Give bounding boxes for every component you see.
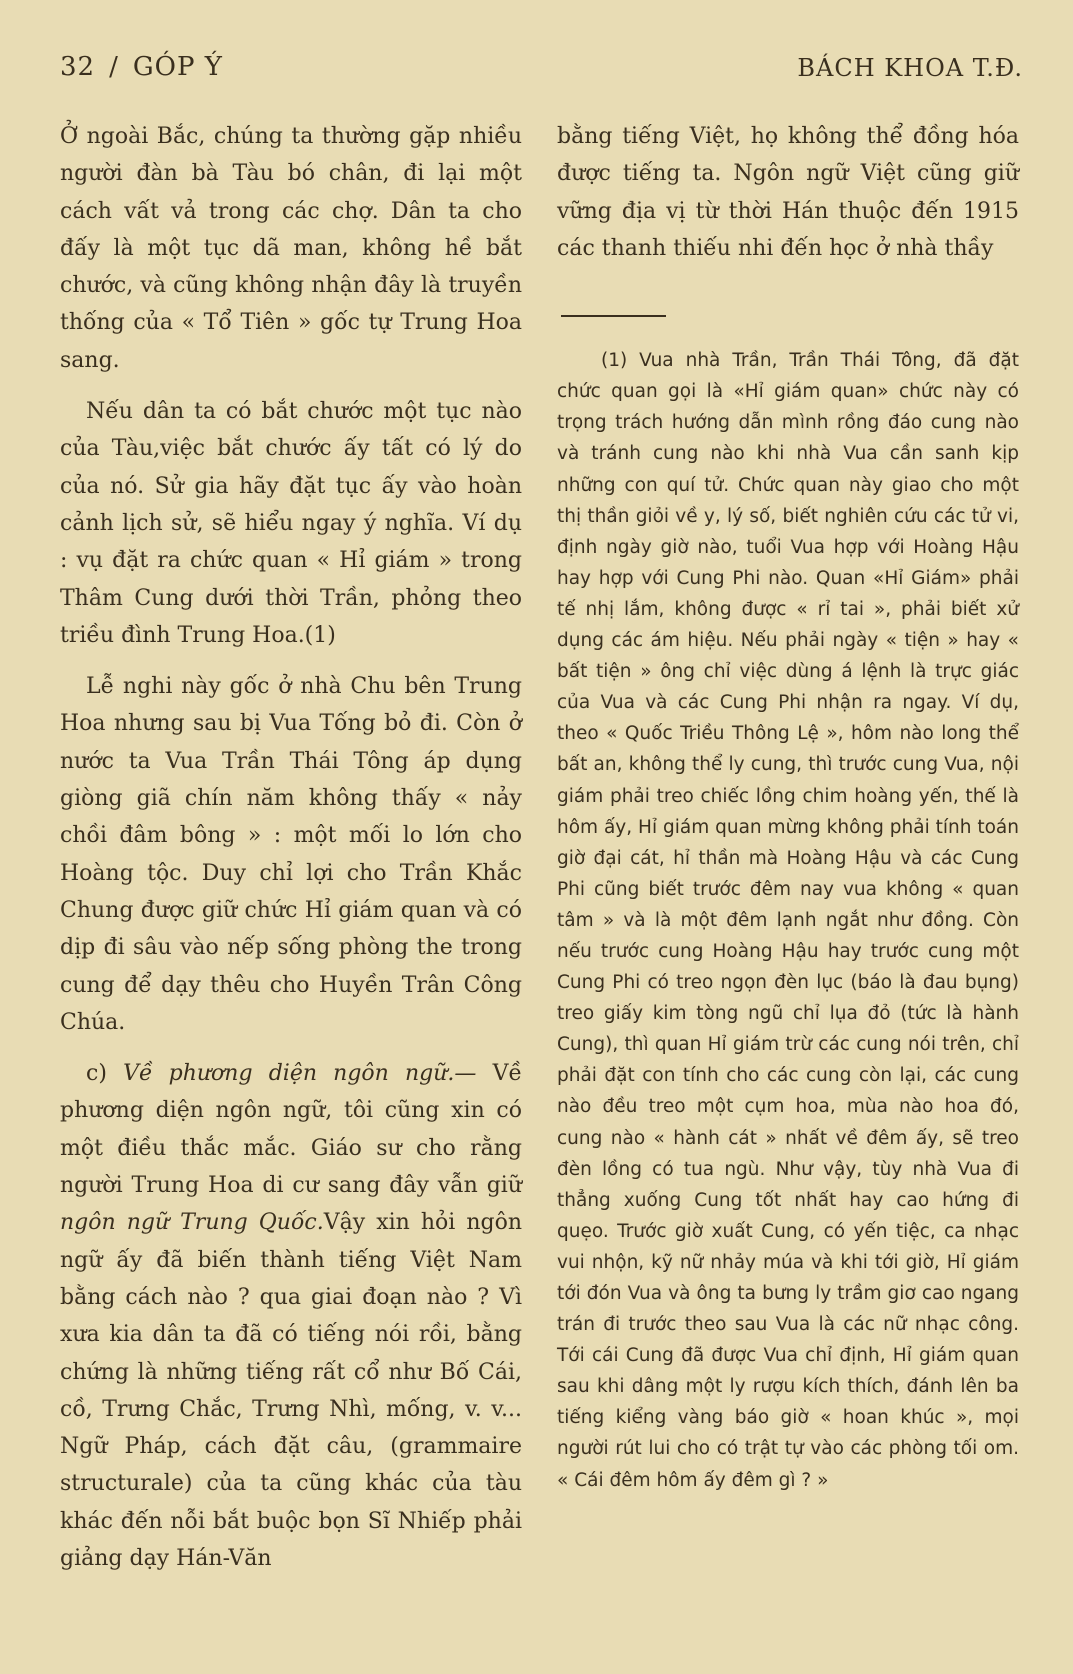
right-column: [557, 118, 1019, 1496]
paragraph-bat-chuoc: Nếu dân ta có bắt chước một tục nào của Tàu,việc bắt chước ấy tất có lý do của nó. Sử gia hãy đặt tục ấy vào hoàn cảnh lịch sử, sẽ hiểu ngay ý nghĩa. Ví dụ : vụ đặt ra chức quan « Hỉ giám » trong Thâm Cung dưới thời Trần, phỏng theo triều đình Trung Hoa.(1): [60, 399, 522, 648]
paragraph-bo-chan: Ở ngoài Bắc, chúng ta thường gặp nhiều người đàn bà Tàu bó chân, đi lại một cách vất vả trong các chợ. Dân ta cho đấy là một tục dã man, không hề bắt chước, và cũng không nhận đây là truyền thống của « Tổ Tiên » gốc tự Trung Hoa sang.: [60, 124, 522, 373]
page-header: [60, 52, 1023, 92]
section-title: GÓP Ý: [132, 52, 223, 82]
italic-phrase: ngôn ngữ Trung Quốc.: [60, 1210, 324, 1236]
paragraph-text-continued: Vậy xin hỏi ngôn ngữ ấy đã biến thành tiếng Việt Nam bằng cách nào ? qua giai đoạn nào ? Vì xưa kia dân ta đã có tiếng nói rồi, bằng chứng là những tiếng rất cổ như Bố Cái, cồ, Trưng Chắc, Trưng Nhì, mống, v. v... Ngữ Pháp, cách đặt câu, (grammaire structurale) của ta cũng khác của tàu khác đến nỗi bắt buộc bọn Sĩ Nhiếp phải giảng dạy Hán-Văn: [60, 1210, 522, 1571]
paragraph-text: Về phương diện ngôn ngữ, tôi cũng xin có một điều thắc mắc. Giáo sư cho rằng người Trung Hoa di cư sang đây vẫn giữ: [60, 1061, 522, 1199]
paragraph-ngon-ngu: [60, 1055, 522, 1577]
publication-title: BÁCH KHOA T.Đ.: [797, 54, 1023, 82]
paragraph-le-nghi: Lễ nghi này gốc ở nhà Chu bên Trung Hoa nhưng sau bị Vua Tống bỏ đi. Còn ở nước ta Vua Trần Thái Tông áp dụng giòng giã chín năm không thấy « nảy chồi đâm bông » : một mối lo lớn cho Hoàng tộc. Duy chỉ lợi cho Trần Khắc Chung được giữ chức Hỉ giám quan và có dịp đi sâu vào nếp sống phòng the trong cung để dạy thêu cho Huyền Trân Công Chúa.: [60, 674, 522, 1035]
header-left: [60, 52, 223, 82]
section-label: c): [86, 1061, 107, 1087]
section-heading: Về phương diện ngôn ngữ.—: [123, 1061, 477, 1087]
footnote-divider: [561, 315, 666, 317]
paragraph-continuation: bằng tiếng Việt, họ không thể đồng hóa được tiếng ta. Ngôn ngữ Việt cũng giữ vững địa vị từ thời Hán thuộc đến 1915 các thanh thiếu nhi đến học ở nhà thầy: [557, 124, 1019, 261]
left-column: [60, 118, 522, 1577]
footnote: (1) Vua nhà Trần, Trần Thái Tông, đã đặt chức quan gọi là «Hỉ giám quan» chức này có trọng trách hướng dẫn mình rồng đáo cung nào và tránh cung nào khi nhà Vua cần sanh kịp những con quí tử. Chức quan này giao cho một thị thần giỏi về y, lý số, biết nghiên cứu các tử vi, định ngày giờ nào, tuổi Vua hợp với Hoàng Hậu hay hợp với Cung Phi nào. Quan «Hỉ Giám» phải tế nhị lắm, không được « rỉ tai », phải biết xử dụng các ám hiệu. Nếu phải ngày « tiện » hay « bất tiện » ông chỉ việc dùng á lệnh là trực giác của Vua và các Cung Phi nhận ra ngay. Ví dụ, theo « Quốc Triều Thông Lệ », hôm nào long thể bất an, không thể ly cung, thì trước cung Vua, nội giám phải treo chiếc lồng chim hoàng yến, thế là hôm ấy, Hỉ giám quan mừng không phải tính toán giờ đại cát, hỉ thần mà Hoàng Hậu và các Cung Phi cũng biết trước đêm nay vua không « quan tâm » và là một đêm lạnh ngắt như đồng. Còn nếu trước cung Hoàng Hậu hay trước cung một Cung Phi có treo ngọn đèn lục (báo là đau bụng) treo giấy kim tòng ngũ chỉ lụa đỏ (tức là hành Cung), thì quan Hỉ giám trừ các cung nói trên, chỉ phải đặt con tính cho các cung còn lại, các cung nào đều treo một cụm hoa, mùa nào hoa đó, cung nào « hành cát » nhất về đêm ấy, sẽ treo đèn lồng có tua ngù. Như vậy, tùy nhà Vua đi thẳng xuống Cung tốt nhất hay cao hứng đi quẹo. Trước giờ xuất Cung, có yến tiệc, ca nhạc vui nhộn, kỹ nữ nhảy múa và khi tới giờ, Hỉ giám tới đón Vua và ông ta bưng ly trầm giơ cao ngang trán đi trước theo sau Vua là các nữ nhạc công. Tới cái Cung đã được Vua chỉ định, Hỉ giám quan sau khi dâng một ly rượu kích thích, đánh lên ba tiếng kiểng vàng báo giờ « hoan khúc », mọi người rút lui cho có trật tự vào các phòng tối om. « Cái đêm hôm ấy đêm gì ? »: [557, 350, 1019, 1491]
page-number: 32: [60, 52, 96, 82]
header-separator: /: [109, 52, 119, 82]
